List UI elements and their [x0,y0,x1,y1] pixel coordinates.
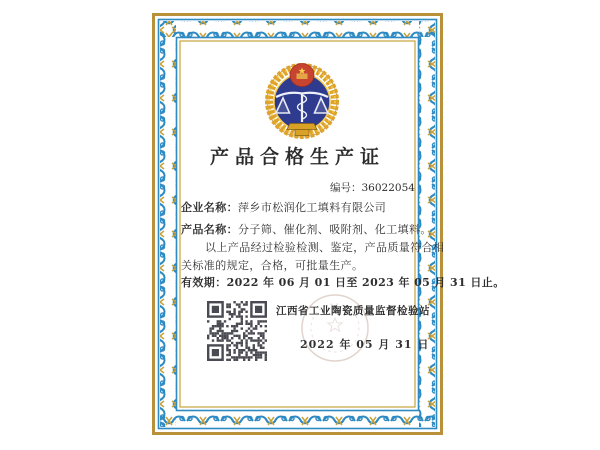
serial-row [330,180,415,195]
aic-badge-icon [262,59,342,141]
issuer-name: 江西省工业陶瓷质量监督检验站 [276,305,430,317]
field-row-product [181,221,432,237]
validity-value: 2022 年 06 月 01 日至 2023 年 05 月 31 日止。 [226,276,505,289]
field-row-company [181,199,423,215]
field-value: 萍乡市松润化工填料有限公司 [238,201,387,214]
qr-code [207,300,267,362]
field-value: 分子筛、催化剂、吸附剂、化工填料。 [238,223,432,236]
serial-label: 编号： [330,182,362,194]
field-label: 产品名称： [181,223,238,236]
issue-date: 2022 年 05 月 31 日 [300,338,430,351]
statement-line-1: 以上产品经过检验检测、鉴定，产品质量符合相 [205,241,445,254]
certificate [152,13,505,435]
field-label: 企业名称： [181,201,238,214]
validity-row [181,274,505,290]
certificate-title: 产品合格生产证 [209,146,385,168]
statement-line-2: 关标准的规定，合格，可批量生产。 [181,259,364,272]
serial-number: 36022054 [361,182,415,194]
validity-label: 有效期： [181,276,227,289]
